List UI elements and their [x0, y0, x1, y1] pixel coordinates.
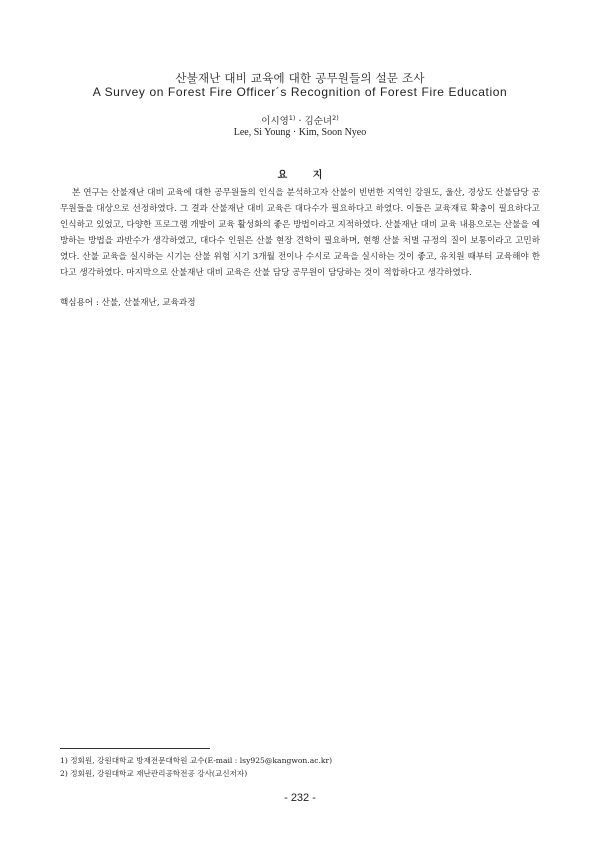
authors-english: Lee, Si Young · Kim, Soon Nyeo — [233, 127, 367, 138]
title-korean: 산불재난 대비 교육에 대한 공무원들의 설문 조사 — [175, 71, 425, 85]
authors-korean — [0, 113, 600, 127]
abstract-body: 본 연구는 산불재난 대비 교육에 대한 공무원들의 인식을 분석하고자 산불이 빈번한 지역인 강원도, 울산, 경상도 산불담당 공무원들을 대상으로 선정하였다. 그 결과 산불재난 대비 교육은 대다수가 필요하다고 하였다. 이들은 교육재료 확충이 필요하다고 인식하고 있었고, 다양한 프로그램 개발이 교육 활성화의 좋은 방법이라고 지적하였다. 산불재난 대비 교육 내용으로는 산불을 예방하는 방법을 과반수가 생각하였고, 대다수 인원은 산불 현장 견학이 필요하며, 현행 산불 처벌 규정의 질이 보통이라고 고민하였다. 산불 교육을 실시하는 시기는 산불 위험 시기 3개월 전이나 수시로 교육을 실시하는 것이 좋고, 유치원 때부터 교육해야 한다고 생각하였다. 마지막으로 산불재난 대비 교육은 산불 담당 공무원이 담당하는 것이 적합하다고 생각하였다. — [60, 188, 540, 278]
author-separator: · — [295, 116, 305, 127]
author-2-name: 김순녀 — [304, 116, 333, 127]
author-1-name: 이시영 — [261, 116, 289, 127]
footnote-1: 1) 정회원, 강원대학교 방재전문대학원 교수(E-mail : lsy925@kangwon.ac.kr) — [60, 756, 333, 765]
abstract-heading: 요 지 — [277, 170, 323, 181]
author-2-footnote-mark: 2) — [332, 113, 339, 122]
page-number: - 232 - — [284, 792, 316, 804]
title-english: A Survey on Forest Fire Officer´s Recognition of Forest Fire Education — [92, 85, 508, 99]
footnote-divider — [60, 748, 210, 749]
footnote-2: 2) 정회원, 강원대학교 재난관리공학전공 강사(교신저자) — [60, 769, 248, 778]
footnotes — [60, 754, 540, 780]
keywords: 핵심용어 : 산불, 산불재난, 교육과정 — [60, 298, 196, 308]
author-1-footnote-mark: 1) — [288, 113, 296, 122]
